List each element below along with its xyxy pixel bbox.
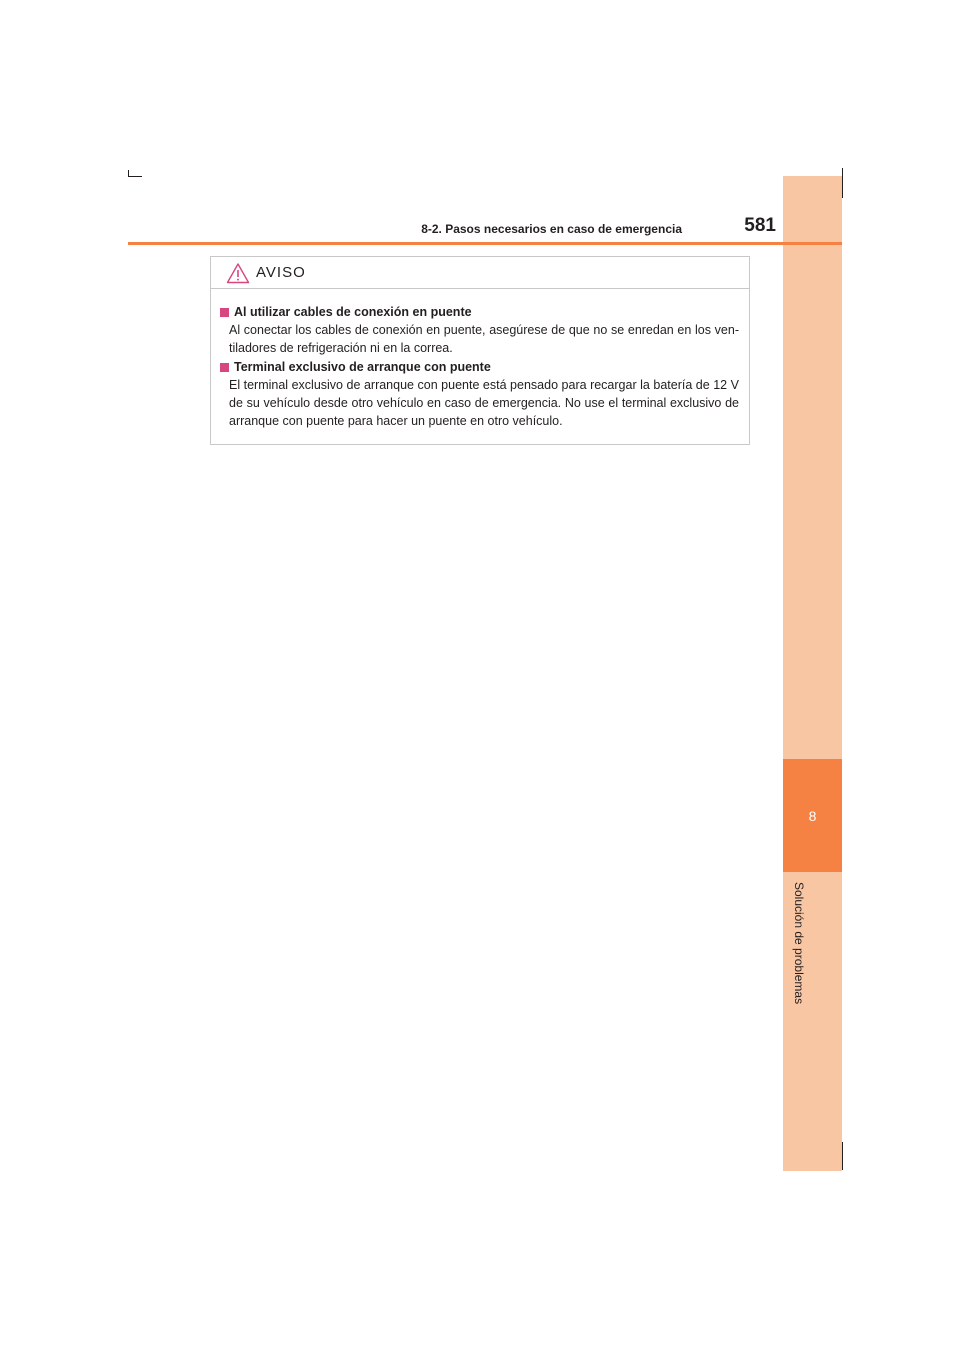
warning-item-heading xyxy=(220,358,739,376)
header-rule xyxy=(128,242,842,245)
warning-triangle-icon xyxy=(226,262,250,284)
chapter-side-tab xyxy=(783,176,842,1171)
chapter-number: 8 xyxy=(808,807,817,824)
warning-item-heading-text: Terminal exclusivo de arranque con puente xyxy=(234,360,491,374)
crop-mark xyxy=(128,176,142,177)
chapter-number-box xyxy=(783,759,842,872)
chapter-title: Solución de problemas xyxy=(792,882,806,1005)
section-title: 8-2. Pasos necesarios en caso de emergencia xyxy=(421,222,682,236)
crop-mark xyxy=(842,168,843,198)
warning-body xyxy=(211,289,749,430)
square-bullet-icon xyxy=(220,308,229,317)
warning-item-heading xyxy=(220,303,739,321)
warning-item-text: El terminal exclusivo de arranque con puente está pensado para recargar la batería de 12 V de su vehículo desde otro vehículo en caso de emergencia. No use el terminal exclusivo de arranque con puente para hacer un puente en otro vehículo. xyxy=(229,378,739,428)
warning-header xyxy=(211,257,749,289)
crop-mark xyxy=(128,170,129,177)
crop-mark xyxy=(842,1142,843,1170)
warning-box xyxy=(210,256,750,445)
page-number: 581 xyxy=(744,215,776,236)
warning-item-heading-text: Al utilizar cables de conexión en puente xyxy=(234,305,472,319)
warning-title: AVISO xyxy=(256,264,306,281)
warning-item-text: Al conectar los cables de conexión en puente, asegúrese de que no se enredan en los ven-tiladores de refrigeración ni en la correa. xyxy=(229,323,739,355)
square-bullet-icon xyxy=(220,363,229,372)
